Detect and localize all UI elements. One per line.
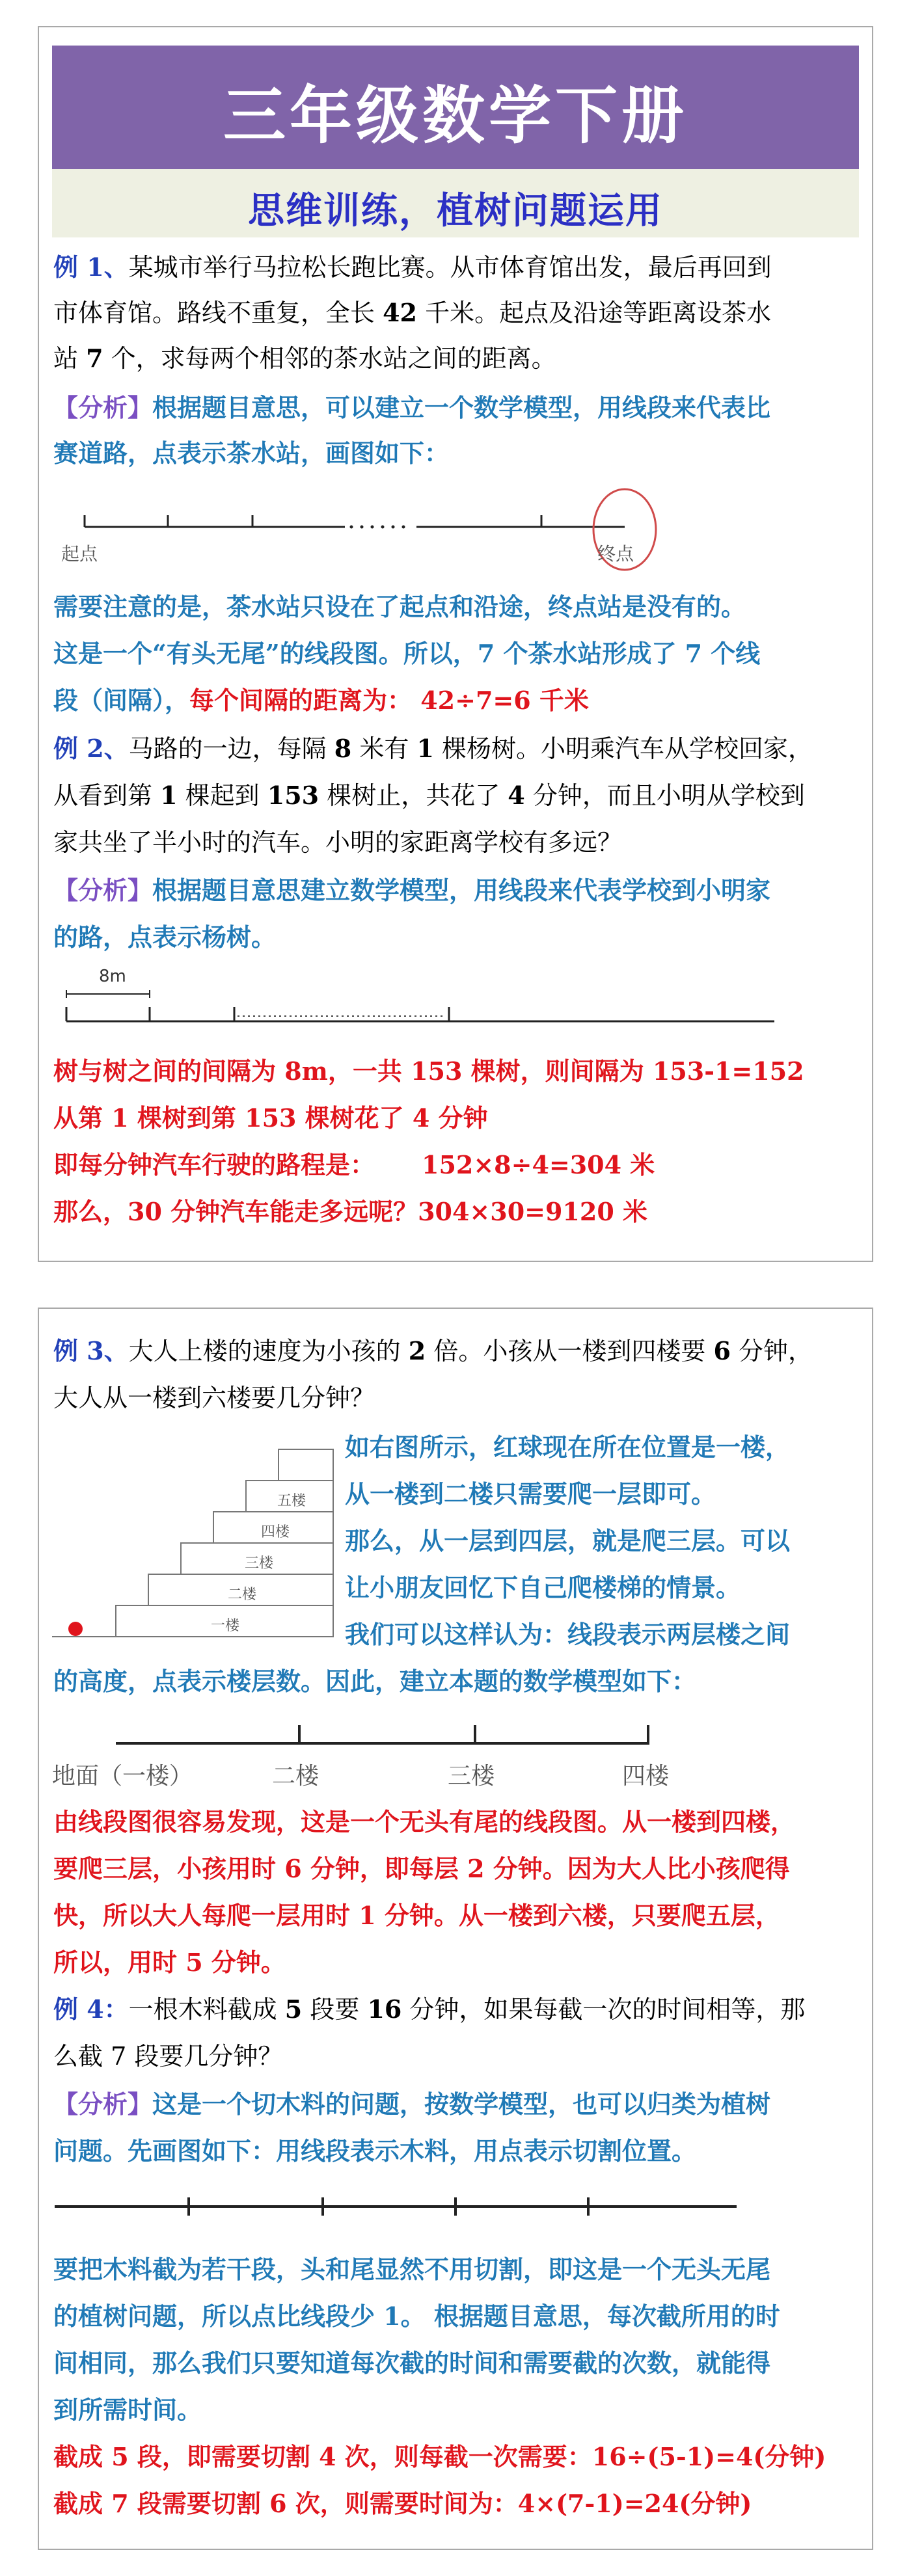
example4-analysis-line2: 问题。先画图如下：用线段表示木料，用点表示切割位置。 (53, 2136, 697, 2166)
example3-explain-line6: 的高度，点表示楼层数。因此，建立本题的数学模型如下： (53, 1667, 697, 1696)
example4-result-line1: 截成 5 段，即需要切割 4 次，则每截一次需要：16÷(5-1)=4(分钟) (53, 2442, 826, 2471)
staircase-diagram (39, 1432, 338, 1647)
example1-analysis-line1: 【分析】根据题目意思，可以建立一个数学模型，用线段来代表比 (53, 393, 771, 422)
example4-question-line1: 例 4：一根木料截成 5 段要 16 分钟，如果每截一次的时间相等，那 (53, 1994, 806, 2024)
example1-analysis-line2: 赛道路，点表示茶水站，画图如下： (53, 438, 450, 468)
floor-label-ground: 地面（一楼） (52, 1763, 193, 1790)
example3-explain-line3: 那么，从一层到四层，就是爬三层。可以 (345, 1526, 791, 1555)
example1-question-line3: 站 7 个，求每两个相邻的茶水站之间的距离。 (53, 343, 556, 373)
wood-cut-diagram (39, 2187, 872, 2226)
floor-label-4: 四楼 (622, 1763, 670, 1790)
stair-label-4: 四楼 (261, 1524, 290, 1540)
example2-question-line3: 家共坐了半小时的汽车。小明的家距离学校有多远？ (53, 828, 623, 857)
example4-question-line2: 么截 7 段要几分钟？ (53, 2042, 283, 2071)
example3-explain-line4: 让小朋友回忆下自己爬楼梯的情景。 (345, 1573, 741, 1602)
example3-result-line1: 由线段图很容易发现，这是一个无头有尾的线段图。从一楼到四楼， (53, 1807, 796, 1836)
card-examples-1-2 (38, 26, 873, 1262)
example3-explain-line1: 如右图所示，红球现在所在位置是一楼， (345, 1432, 791, 1462)
floor-segment-diagram (39, 1706, 872, 1751)
subtitle-banner (52, 169, 859, 237)
example4-explain-line1: 要把木料截为若干段，头和尾显然不用切割，即这是一个无头无尾 (53, 2255, 771, 2284)
example3-result-line4: 所以，用时 5 分钟。 (53, 1948, 286, 1977)
example2-result-line4: 那么，30 分钟汽车能走多远呢？304×30=9120 米 (53, 1197, 647, 1226)
example1-note-line3: 段（间隔），每个间隔的距离为： 42÷7=6 千米 (53, 686, 589, 715)
example4-explain-line2: 的植树问题，所以点比线段少 1。 根据题目意思，每次截所用的时 (53, 2301, 780, 2331)
example1-segment-diagram (39, 483, 872, 580)
example3-explain-line2: 从一楼到二楼只需要爬一层即可。 (345, 1479, 716, 1509)
example4-explain-line4: 到所需时间。 (53, 2395, 202, 2424)
page-subtitle: 思维训练，植树问题运用 (248, 190, 663, 232)
example3-explain-line5: 我们可以这样认为：线段表示两层楼之间 (345, 1620, 791, 1649)
stair-label-3: 三楼 (245, 1555, 274, 1572)
card-examples-3-4 (38, 1308, 873, 2550)
floor-label-3: 三楼 (448, 1763, 495, 1790)
stair-label-2: 二楼 (228, 1587, 257, 1603)
floor-label-2: 二楼 (272, 1763, 320, 1790)
example1-note-line2: 这是一个“有头无尾”的线段图。所以，7 个茶水站形成了 7 个线 (53, 639, 761, 668)
example2-analysis-line2: 的路，点表示杨树。 (53, 922, 277, 952)
example1-question-line1: 例 1、某城市举行马拉松长跑比赛。从市体育馆出发，最后再回到 (53, 252, 772, 282)
stair-label-1: 一楼 (211, 1618, 240, 1634)
example2-result-line1: 树与树之间的间隔为 8m，一共 153 棵树，则间隔为 153-1=152 (53, 1056, 804, 1086)
example3-result-line2: 要爬三层，小孩用时 6 分钟，即每层 2 分钟。因为大人比小孩爬得 (53, 1854, 790, 1883)
example4-analysis-line1: 【分析】这是一个切木料的问题，按数学模型，也可以归类为植树 (53, 2089, 771, 2119)
example2-segment-diagram (39, 964, 872, 1042)
example4-explain-line3: 间相同，那么我们只要知道每次截的时间和需要截的次数，就能得 (53, 2348, 771, 2378)
example1-note-line1: 需要注意的是，茶水站只设在了起点和沿途，终点站是没有的。 (53, 592, 746, 621)
example3-question-line1: 例 3、大人上楼的速度为小孩的 2 倍。小孩从一楼到四楼要 6 分钟， (53, 1336, 813, 1365)
example2-result-line2: 从第 1 棵树到第 153 棵树花了 4 分钟 (53, 1103, 488, 1133)
example2-result-line3: 即每分钟汽车行驶的路程是： 152×8÷4=304 米 (53, 1150, 655, 1179)
title-banner (52, 46, 859, 169)
interval-8m-label: 8m (99, 967, 126, 986)
example2-question-line1: 例 2、马路的一边，每隔 8 米有 1 棵杨树。小明乘汽车从学校回家， (53, 734, 813, 763)
example2-question-line2: 从看到第 1 棵起到 153 棵树止，共花了 4 分钟，而且小明从学校到 (53, 781, 805, 810)
example3-result-line3: 快，所以大人每爬一层用时 1 分钟。从一楼到六楼，只要爬五层， (53, 1901, 780, 1930)
diagram-end-label: 终点 (597, 543, 634, 565)
example2-analysis-line1: 【分析】根据题目意思建立数学模型，用线段来代表学校到小明家 (53, 876, 771, 905)
page-title: 三年级数学下册 (223, 79, 688, 152)
example3-question-line2: 大人从一楼到六楼要几分钟？ (53, 1384, 375, 1412)
stair-label-5: 五楼 (277, 1493, 306, 1509)
diagram-start-label: 起点 (61, 543, 98, 565)
example4-result-line2: 截成 7 段需要切割 6 次，则需要时间为：4×(7-1)=24(分钟) (53, 2489, 752, 2518)
example1-question-line2: 市体育馆。路线不重复，全长 42 千米。起点及沿途等距离设茶水 (53, 298, 772, 327)
